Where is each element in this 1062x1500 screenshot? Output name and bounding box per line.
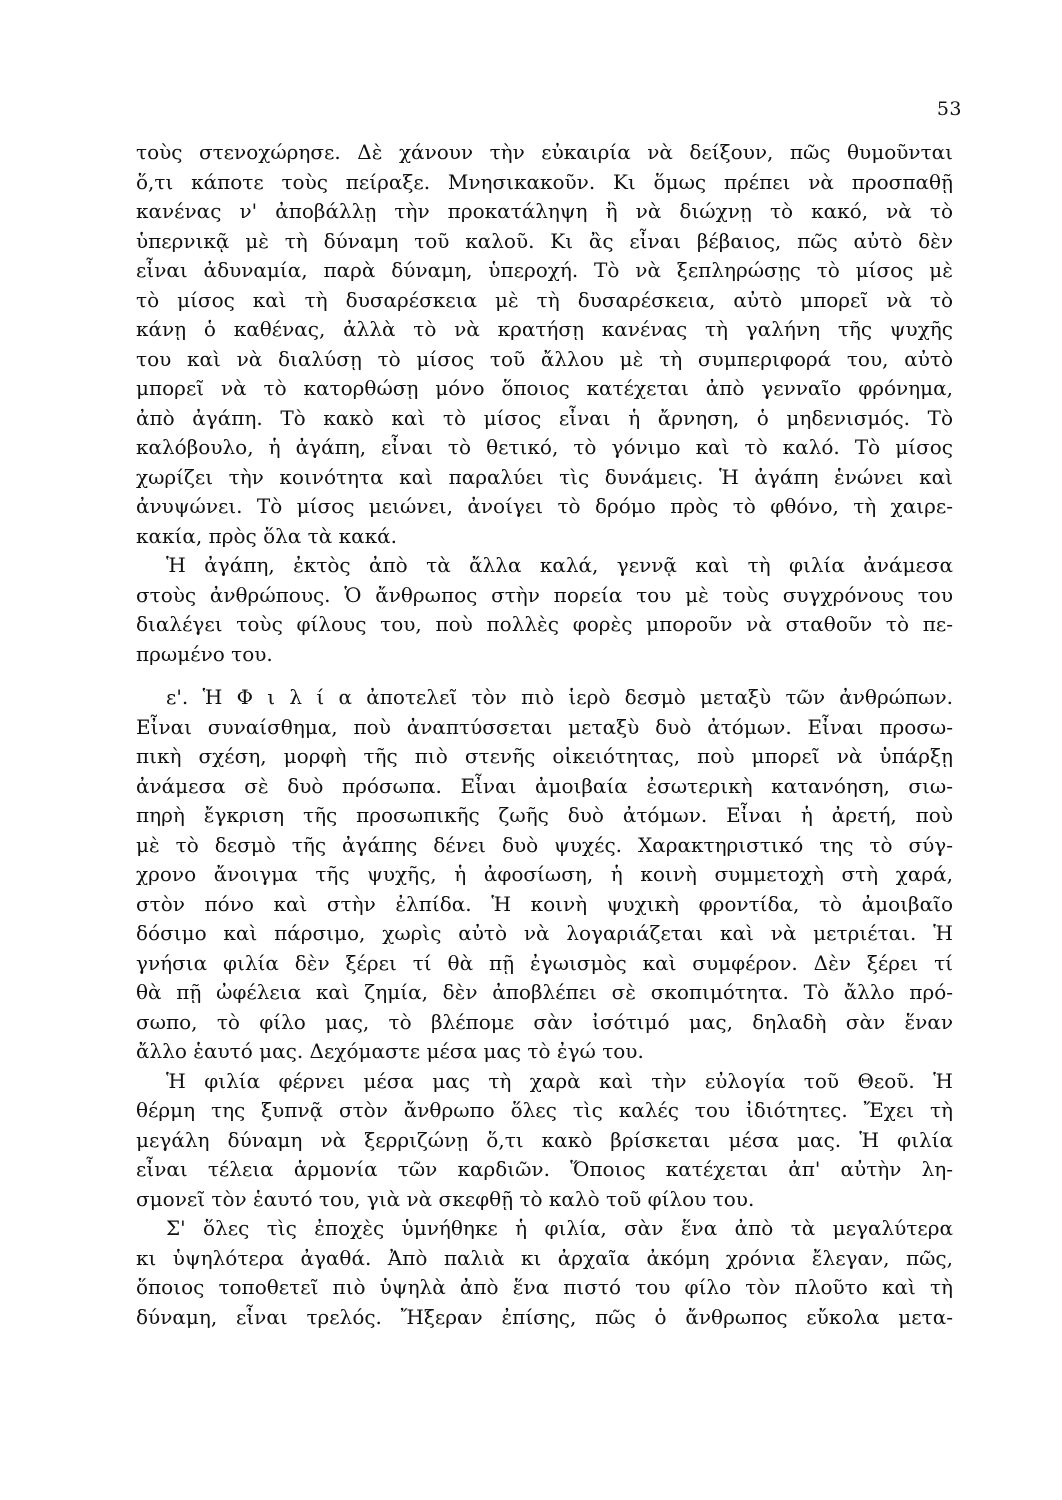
text-line: ὑπερνικᾷ μὲ τὴ δύναμη τοῦ καλοῦ. Κι ἂς εἶναι βέβαιος, πῶς αὐτὸ δὲν xyxy=(136,228,953,253)
text-line: δύναμη, εἶναι τρελός. Ἤξεραν ἐπίσης, πῶς ὁ ἄνθρωπος εὔκολα μετα- xyxy=(136,1304,953,1329)
text-line: πρωμένο του. xyxy=(136,641,273,666)
text-line: Σ' ὅλες τὶς ἐποχὲς ὑμνήθηκε ἡ φιλία, σὰν ἕνα ἀπὸ τὰ μεγαλύτερα xyxy=(166,1216,953,1240)
text-line: κακία, πρὸς ὅλα τὰ κακά. xyxy=(136,523,397,548)
text-line: Ἡ φιλία φέρνει μέσα μας τὴ χαρὰ καὶ τὴν εὐλογία τοῦ Θεοῦ. Ἡ xyxy=(166,1068,953,1093)
text-line: Ἡ ἀγάπη, ἐκτὸς ἀπὸ τὰ ἄλλα καλά, γεννᾷ καὶ τὴ φιλία ἀνάμεσα xyxy=(166,553,953,577)
text-line: σμονεῖ τὸν ἑαυτό του, γιὰ νὰ σκεφθῇ τὸ καλὸ τοῦ φίλου του. xyxy=(136,1186,755,1211)
text-line: ἀνάμεσα σὲ δυὸ πρόσωπα. Εἶναι ἀμοιβαία ἐσωτερικὴ κατανόηση, σιω- xyxy=(136,773,953,798)
paragraph-3 xyxy=(136,683,953,1067)
paragraph-1 xyxy=(136,138,953,551)
text-line: πικὴ σχέση, μορφὴ τῆς πιὸ στενῆς οἰκειότητας, ποὺ μπορεῖ νὰ ὑπάρξῃ xyxy=(136,744,953,768)
text-line: στοὺς ἀνθρώπους. Ὁ ἄνθρωπος στὴν πορεία του μὲ τοὺς συγχρόνους του xyxy=(136,582,953,607)
text-line: μεγάλη δύναμη νὰ ξερριζώνῃ ὅ,τι κακὸ βρίσκεται μέσα μας. Ἡ φιλία xyxy=(136,1127,953,1152)
text-line: ὅ,τι κάποτε τοὺς πείραξε. Μνησικακοῦν. Κι ὅμως πρέπει νὰ προσπαθῇ xyxy=(136,169,953,194)
text-line: θέρμη της ξυπνᾷ στὸν ἄνθρωπο ὅλες τὶς καλές του ἰδιότητες. Ἔχει τὴ xyxy=(136,1098,953,1122)
text-line: τὸ μίσος καὶ τὴ δυσαρέσκεια μὲ τὴ δυσαρέσκεια, αὐτὸ μπορεῖ νὰ τὸ xyxy=(136,287,953,312)
paragraph-5 xyxy=(136,1214,953,1332)
text-line: εἶναι ἀδυναμία, παρὰ δύναμη, ὑπεροχή. Τὸ νὰ ξεπληρώσῃς τὸ μίσος μὲ xyxy=(136,258,953,282)
text-line: στὸν πόνο καὶ στὴν ἐλπίδα. Ἡ κοινὴ ψυχικὴ φροντίδα, τὸ ἀμοιβαῖο xyxy=(136,891,953,916)
text-line: θὰ πῇ ὠφέλεια καὶ ζημία, δὲν ἀποβλέπει σὲ σκοπιμότητα. Τὸ ἄλλο πρό- xyxy=(136,980,953,1004)
text-line: σωπο, τὸ φίλο μας, τὸ βλέπομε σὰν ἰσότιμό μας, δηλαδὴ σὰν ἕναν xyxy=(136,1009,953,1034)
text-line: χρονο ἄνοιγμα τῆς ψυχῆς, ἡ ἀφοσίωση, ἡ κοινὴ συμμετοχὴ στὴ χαρά, xyxy=(136,862,953,886)
text-line: γνήσια φιλία δὲν ξέρει τί θὰ πῇ ἐγωισμὸς καὶ συμφέρον. Δὲν ξέρει τί xyxy=(136,950,953,975)
paragraph-4 xyxy=(136,1067,953,1215)
text-line: του καὶ νὰ διαλύσῃ τὸ μίσος τοῦ ἄλλου μὲ τὴ συμπεριφορά του, αὐτὸ xyxy=(136,346,953,371)
page-number: 53 xyxy=(936,98,962,120)
text-line: ἀνυψώνει. Τὸ μίσος μειώνει, ἀνοίγει τὸ δρόμο πρὸς τὸ φθόνο, τὴ χαιρε- xyxy=(136,494,953,518)
text-line: χωρίζει τὴν κοινότητα καὶ παραλύει τὶς δυνάμεις. Ἡ ἀγάπη ἑνώνει καὶ xyxy=(136,464,953,489)
text-line: διαλέγει τοὺς φίλους του, ποὺ πολλὲς φορὲς μποροῦν νὰ σταθοῦν τὸ πε- xyxy=(136,612,953,636)
text-line: μὲ τὸ δεσμὸ τῆς ἀγάπης δένει δυὸ ψυχές. Χαρακτηριστικό της τὸ σύγ- xyxy=(136,832,953,857)
text-line: ὅποιος τοποθετεῖ πιὸ ὑψηλὰ ἀπὸ ἕνα πιστό του φίλο τὸν πλοῦτο καὶ τὴ xyxy=(136,1275,953,1299)
text-line: καλόβουλο, ἡ ἀγάπη, εἶναι τὸ θετικό, τὸ γόνιμο καὶ τὸ καλό. Τὸ μίσος xyxy=(136,435,953,459)
section-gap xyxy=(136,669,953,683)
body-text xyxy=(136,138,953,1332)
text-line: Εἶναι συναίσθημα, ποὺ ἀναπτύσσεται μεταξὺ δυὸ ἀτόμων. Εἶναι προσω- xyxy=(136,714,953,739)
text-line: κάνῃ ὁ καθένας, ἀλλὰ τὸ νὰ κρατήσῃ κανένας τὴ γαλήνη τῆς ψυχῆς xyxy=(136,317,953,341)
text-line: μπορεῖ νὰ τὸ κατορθώσῃ μόνο ὅποιος κατέχεται ἀπὸ γενναῖο φρόνημα, xyxy=(136,376,953,400)
text-line: εἶναι τέλεια ἁρμονία τῶν καρδιῶν. Ὅποιος κατέχεται ἀπ' αὐτὴν λη- xyxy=(136,1157,953,1181)
text-line: δόσιμο καὶ πάρσιμο, χωρὶς αὐτὸ νὰ λογαριάζεται καὶ νὰ μετριέται. Ἡ xyxy=(136,921,953,945)
paragraph-2 xyxy=(136,551,953,669)
text-line: τοὺς στενοχώρησε. Δὲ χάνουν τὴν εὐκαιρία νὰ δείξουν, πῶς θυμοῦνται xyxy=(136,140,953,164)
text-line: πηρὴ ἔγκριση τῆς προσωπικῆς ζωῆς δυὸ ἀτόμων. Εἶναι ἡ ἀρετή, ποὺ xyxy=(136,803,953,827)
text-line: ε'. Ἡ Φ ι λ ί α ἀποτελεῖ τὸν πιὸ ἱερὸ δεσμὸ μεταξὺ τῶν ἀνθρώπων. xyxy=(166,685,953,709)
text-line: κι ὑψηλότερα ἀγαθά. Ἀπὸ παλιὰ κι ἀρχαῖα ἀκόμη χρόνια ἔλεγαν, πῶς, xyxy=(136,1245,953,1270)
text-line: ἄλλο ἑαυτό μας. Δεχόμαστε μέσα μας τὸ ἐγώ του. xyxy=(136,1039,644,1063)
text-line: ἀπὸ ἀγάπη. Τὸ κακὸ καὶ τὸ μίσος εἶναι ἡ ἄρνηση, ὁ μηδενισμός. Τὸ xyxy=(136,405,953,430)
text-line: κανένας ν' ἀποβάλλῃ τὴν προκατάληψη ἢ νὰ διώχνῃ τὸ κακό, νὰ τὸ xyxy=(136,199,953,223)
